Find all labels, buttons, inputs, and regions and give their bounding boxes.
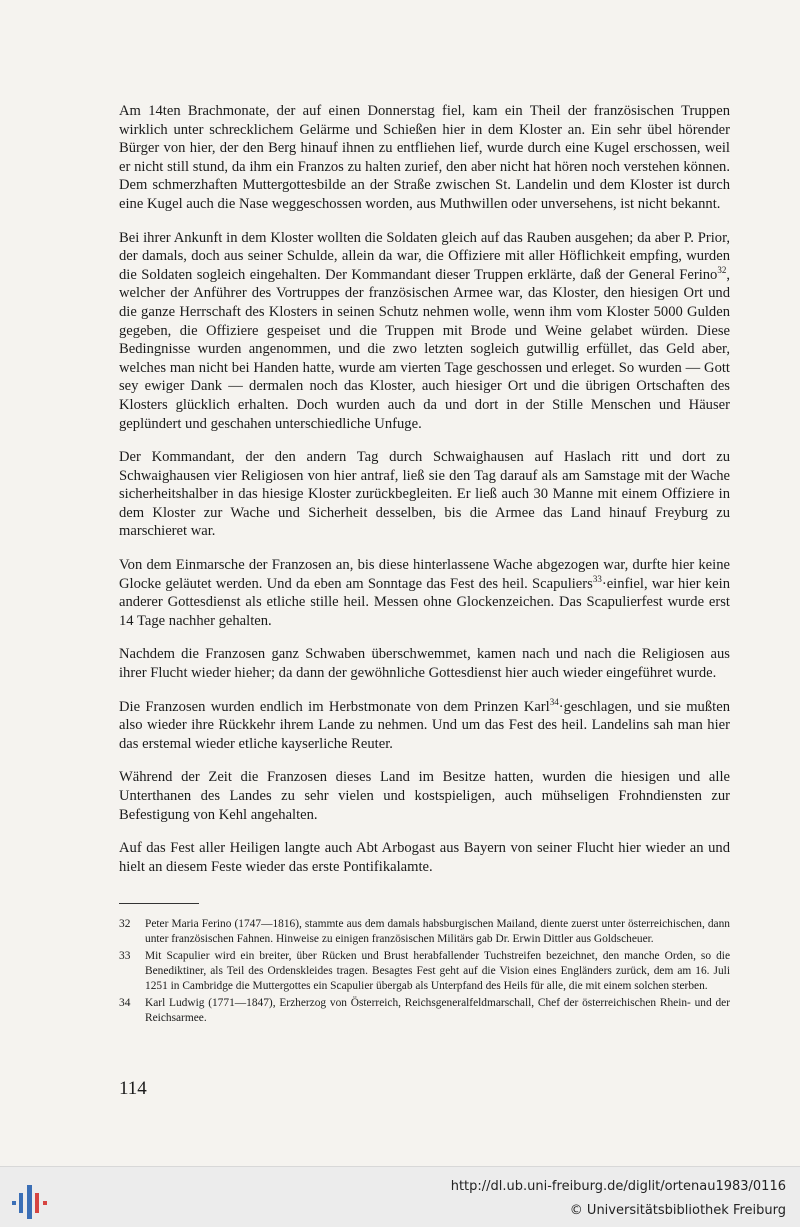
footnote-number: 33 xyxy=(119,950,131,962)
footnote-34 xyxy=(119,996,730,1026)
paragraph-4: Von dem Einmarsche der Franzosen an, bis diese hinterlassene Wache abgezogen war, durfte hier keine Glocke geläutet werden. Und da eben am Sonntage das Fest des heil. Scapuliers$^{33}$·einfiel, war hier kein anderer Gottesdienst als etliche stille heil. Messen ohne Glockenzeichen. Das Scapulierfest wurde erst 14 Tage nachher gehalten. xyxy=(119,557,730,629)
page-number: 114 xyxy=(119,1078,147,1099)
paragraph-3: Der Kommandant, der den andern Tag durch Schwaighausen auf Haslach ritt und dort zu Schwaighausen vier Religiosen von hier antraf, ließ sie den Tag darauf als am Samstage mit der Wache sicherheitshalber in das hiesige Kloster zurückbegleiten. Er ließ auch 30 Manne mit einem Offiziere in dem Kloster zur Wache und Sicherheit desselben, bis die Armee das Land hinauf Freyburg zu marschieret war. xyxy=(119,449,730,540)
paragraph-1: Am 14ten Brachmonate, der auf einen Donnerstag fiel, kam ein Theil der französischen Truppen wirklich unter schrecklichem Gelärme und Schießen hier in dem Kloster an. Ein sehr übel hörender Bürger von hier, der den Berg hinauf ihnen zu entfliehen lief, wurde durch eine Kugel erschossen, weil er nicht still stund, da ihm ein Franzos zu halten zurief, den aber nicht hat hören noch verstehen können. Dem schmerzhaften Muttergottesbilde an der Straße zwischen St. Landelin und dem Kloster ist durch eine Kugel auch die Nase weggeschossen worden, aus Muthwillen oder unversehens, ist nicht bekannt. xyxy=(119,103,730,212)
footnote-33 xyxy=(119,949,730,994)
ub-freiburg-logo-icon[interactable] xyxy=(10,1181,50,1221)
viewer-footer xyxy=(0,1166,800,1227)
footnote-text: Karl Ludwig (1771—1847), Erzherzog von Österreich, Reichsgeneralfeldmarschall, Chef der österreichischen Rhein- und der Reichsarmee. xyxy=(145,997,730,1024)
footnotes xyxy=(119,917,730,1028)
footnote-32 xyxy=(119,917,730,947)
footnote-separator xyxy=(119,903,199,904)
copyright-notice: © Universitätsbibliothek Freiburg xyxy=(569,1203,786,1218)
paragraph-6: Die Franzosen wurden endlich im Herbstmonate von dem Prinzen Karl$^{34}$·geschlagen, und sie mußten also wieder ihre Rückkehr ihrem Lande zu nehmen. Und um das Fest des heil. Landelins sah man hier das erstemal wieder etliche kayserliche Reuter. xyxy=(119,696,730,752)
paragraph-2: Bei ihrer Ankunft in dem Kloster wollten die Soldaten gleich auf das Rauben ausgehen; da aber P. Prior, der damals, doch aus seiner Schulde, allein da war, die Offiziere mit aller Höflichkeit empfing, wurden die Soldaten sogleich eingehalten. Der Kommandant dieser Truppen erklärte, daß der General Ferino$^{32}$, welcher der Anführer des Vortruppes der französischen Armee war, das Kloster, den hiesigen Ort und die ganze Herrschaft des Klosters in seinen Schutz nehmen wolle, wenn ihm vom Kloster 5000 Gulden gegeben, die Offiziere gespeiset und die Truppen mit Brode und Weine gelabet würden. Diese Bedingnisse wurden angenommen, und die zwo letzten sogleich gutwillig erfüllet, das Geld aber, welches man nicht bei Handen hatte, wurde am vierten Tage geschossen und erleget. So wurden — Gott sey ewiger Dank — dermalen noch das Kloster, auch hiesiger Ort und die übrigen Ortschaften des Klosters glücklich erhalten. Doch wurden auch da und dort in der Stille Menschen und Häuser geplündert und geschahen unterschiedliche Unfuge. xyxy=(119,229,730,432)
footnote-text: Mit Scapulier wird ein breiter, über Rücken und Brust herabfallender Tuchstreifen bezeichnet, den manche Orden, so die Benediktiner, als Teil des Ordenskleides tragen. Besagtes Fest geht auf die Vision eines Engländers zurück, dem am 16. Juli 1251 in Cambridge die Muttergottes ein Scapulier übergab als Unterpfand des Heils für alle, die mit einem solchen sterben. xyxy=(145,950,730,992)
footnote-text: Peter Maria Ferino (1747—1816), stammte aus dem damals habsburgischen Mailand, diente zuerst unter österreichischen, dann unter französischen Fahnen. Hinweise zu einigen französischen Militärs gab Dr. Erwin Dittler aus Goldscheuer. xyxy=(145,918,730,945)
footnote-ref-32[interactable]: 32 xyxy=(717,264,727,275)
permalink-url[interactable]: http://dl.ub.uni-freiburg.de/diglit/ortenau1983/0116 xyxy=(450,1179,786,1194)
footnote-number: 32 xyxy=(119,918,131,930)
main-text xyxy=(119,102,730,891)
footnote-ref-33[interactable]: 33 xyxy=(592,573,602,584)
footnote-ref-34[interactable]: 34 xyxy=(549,696,559,707)
paragraph-8: Auf das Fest aller Heiligen langte auch Abt Arbogast aus Bayern von seiner Flucht hier wieder an und hielt an diesem Feste wieder das erste Pontifikalamte. xyxy=(119,840,730,875)
footnote-number: 34 xyxy=(119,997,131,1009)
paragraph-7: Während der Zeit die Franzosen dieses Land im Besitze hatten, wurden die hiesigen und alle Unterthanen des Landes zu sehr vielen und kostspieligen, auch mühseligen Frohndiensten zur Befestigung von Kehl angehalten. xyxy=(119,769,730,823)
paragraph-5: Nachdem die Franzosen ganz Schwaben überschwemmet, kamen nach und nach die Religiosen aus ihrer Flucht wieder hieher; da dann der gewöhnliche Gottesdienst hier auch wieder eingeführet wurde. xyxy=(119,646,730,682)
